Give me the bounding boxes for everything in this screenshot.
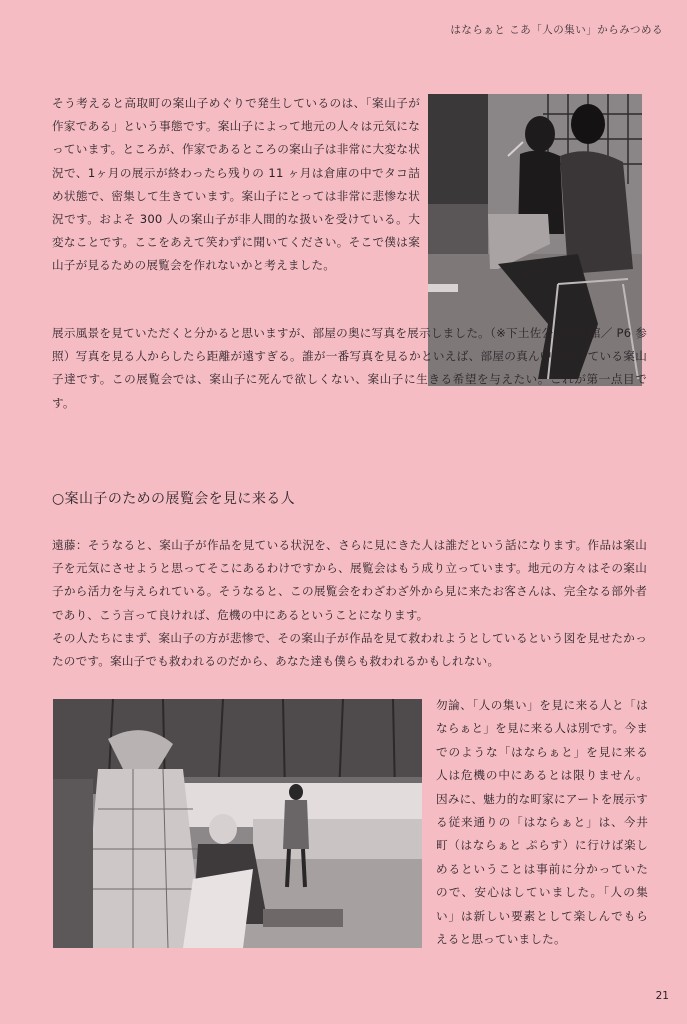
paragraph-exhibition-view: 展示風景を見ていただくと分かると思いますが、部屋の奥に写真を展示しました。（※下土佐公民館別館／ P6 参照）写真を見る人からしたら距離が遠すぎる。誰が一番写真を見るかといえば、部屋の真ん中に座っている案山子達です。この展覧会では、案山子に死んで欲しくない、案山子に生きる希望を与えたい。これが第一点目です。 [52, 326, 647, 410]
paragraph-endo-part-2: その人たちにまず、案山子の方が悲惨で、その案山子が作品を見て救われようとしているという図を見せたかったのです。案山子でも救われるのだから、あなた達も僕らも救われるかもしれない。 [52, 630, 647, 669]
page-number: 21 [655, 990, 669, 1002]
section-heading: ○案山子のための展覧会を見に来る人 [52, 491, 296, 507]
running-header: はならぁと こあ「人の集い」からみつめる [450, 24, 663, 36]
photo-scarecrow-exhibition [53, 699, 422, 948]
paragraph-visitors: 勿論、「人の集い」を見に来る人と「はならぁと」を見に来る人は別です。今までのような「はならぁと」を見に来る人は危機の中にあるとは限りません。因みに、魅力的な町家にアートを展示する従来通りの「はならぁと」は、今井町（はならぁと ぷらす）に行けば楽しめるということは事前に分かっていたので、安心はしていました。「人の集い」は新しい要素として楽しんでもらえると思っていました。 [436, 698, 648, 947]
paragraph-intro: そう考えると高取町の案山子めぐりで発生しているのは、「案山子が作家である」という事態です。案山子によって地元の人々は元気になっています。ところが、作家であるところの案山子は非常に大変な状況で、1ヶ月の展示が終わったら残りの 11 ヶ月は倉庫の中でタコ詰め状態で、密集して生きています。案山子にとっては非常に悲惨な状況です。およそ 300 人の案山子が非人間的な扱いを受けている。大変なことです。ここをあえて笑わずに聞いてください。そこで僕は案山子が見るための展覧会を作れないかと考えました。 [52, 96, 420, 273]
paragraph-endo [52, 534, 647, 673]
paragraph-endo-part-1: 遠藤：そうなると、案山子が作品を見ている状況を、さらに見にきた人は誰だという話になります。作品は案山子を元気にさせようと思ってそこにあるわけですから、展覧会はもう成り立っています。地元の方々はその案山子から活力を与えられている。そうなると、この展覧会をわざわざ外から見に来たお客さんは、完全なる部外者であり、こう言って良ければ、危機の中にあるということになります。 [52, 538, 647, 622]
